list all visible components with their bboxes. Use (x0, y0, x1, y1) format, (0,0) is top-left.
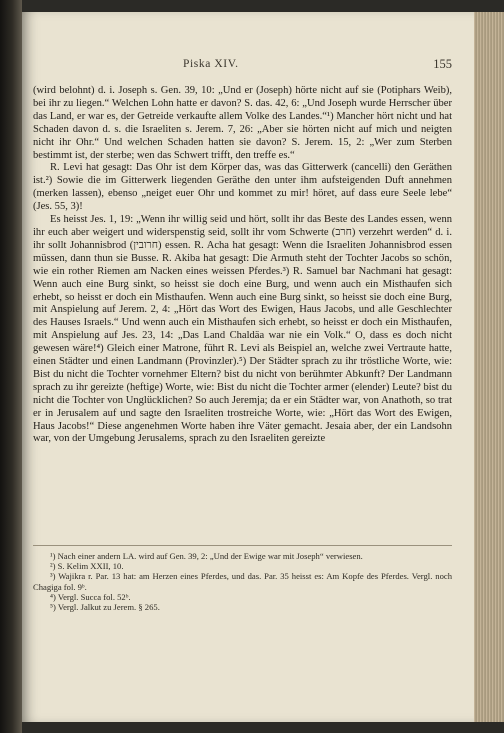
footnote: ¹) Nach einer andern LA. wird auf Gen. 39, 2: „Und der Ewige war mit Joseph“ verwiesen. (50, 551, 363, 561)
footnote: ³) Wajikra r. Par. 13 hat: am Herzen eines Pferdes, und das. Par. 35 heisst es: Am Kopfe des Pferdes. Vergl. noch Chagiga fol. 9ᵇ. (33, 571, 452, 592)
footnote: ²) S. Kelim XXII, 10. (50, 561, 124, 572)
running-header (33, 58, 452, 76)
page-number: 155 (433, 57, 452, 71)
main-text (33, 85, 452, 446)
paragraph: R. Levi hat gesagt: Das Ohr ist dem Körper das, was das Gitterwerk (cancelli) den Geräthen ist.²) Sowie die im Gitterwerk liegenden Geräthe den unter ihm aufsteigenden Duft annehmen (merken lassen), ebenso „neiget euer Ohr und kommet zu mir! höret, auf dass eure Seele lebe“ (Jes. 55, 3)! (33, 162, 452, 213)
paragraph: (wird belohnt) d. i. Joseph s. Gen. 39, 10: „Und er (Joseph) hörte nicht auf sie (Potiphars Weib), bei ihr zu liegen.“ Welchen Lohn hatte er davon? S. das. 42, 6: „Und Joseph wurde Herrscher über das Land, er war es, der Getreide verkaufte allem Volke des Landes.“¹) Mancher hört nicht und hat Schaden davon d. s. die Israeliten s. Jerem. 7, 26: „Aber sie hörten nicht auf mich und neigten nicht ihr Ohr.“ Und welchen Schaden hatten sie davon? S. Jerem. 15, 2: „Wer zum Sterben bestimmt ist, der sterbe; wen das Schwert trifft, den treffe es.“ (33, 85, 452, 161)
paragraph: Es heisst Jes. 1, 19: „Wenn ihr willig seid und hört, sollt ihr das Beste des Landes essen, wenn ihr euch aber weigert und widerspenstig seid, sollt ihr vom Schwerte (חרב) verzehrt werden“ d. i. ihr sollt Johannisbrod (חרובין) essen. R. Acha hat gesagt: Wenn die Israeliten Johannisbrod essen müssen, dann thun sie Busse. R. Akiba hat gesagt: Die Armuth steht der Tochter Jacobs so schön, wie ein rother Riemen am Nacken eines weissen Pferdes.³) R. Samuel bar Nachmani hat gesagt: Wenn auch eine Burg sinkt, so heisst sie doch eine Burg, und wenn auch ein Misthaufen sich erhebt, so heisst er doch ein Misthaufen. Wenn auch eine Burg sinkt, so heisst sie doch eine Burg, mit Anspielung auf Jerem. 2, 4: „Hört das Wort des Ewigen, Haus Jacobs, und alle Geschlechter des Hauses Israels.“ Und wenn auch ein Misthaufen sich erhebt, so heisst er doch ein Misthaufen, mit Anspielung auf Jes. 23, 14: „Das Land Chaldäa war nie ein Volk.“ O, dass es doch nicht gewesen wäre!⁴) Gleich einer Matrone, führt R. Levi als Beispiel an, welche zwei Vertraute hatte, einen Städter und einen Landmann (Provinzler).⁵) Der Städter sprach zu ihr tröstliche Worte, wie: Bist du nicht die Tochter vornehmer Eltern? bist du nicht von berühmter Abkunft? Der Landmann sprach zu ihr gereizte (heftige) Worte, wie: Bist du nicht die Tochter armer (elender) Leute? bist du nicht die Tochter von Unglücklichen? So auch Jeremja; da er ein Städter war, von Anathoth, so trat er in Jerusalem auf und sagte den Israeliten trostreiche Worte, wie: „Hört das Wort des Ewigen, Haus Jacobs!“ Diese angenehmen Worte haben ihre Väter gemacht. Jesaia aber, der ein Landsohn war, von der Umgebung Jerusalems, sprach zu den Israeliten gereizte (33, 214, 452, 445)
footnote: ⁵) Vergl. Jalkut zu Jerem. § 265. (50, 602, 160, 613)
header-title: Piska XIV. (183, 58, 239, 70)
book-binding (0, 0, 22, 733)
footnotes (33, 551, 452, 612)
footnote: ⁴) Vergl. Succa fol. 52ᵇ. (50, 591, 131, 602)
footnote-rule (33, 545, 452, 546)
page-edges (474, 12, 504, 722)
